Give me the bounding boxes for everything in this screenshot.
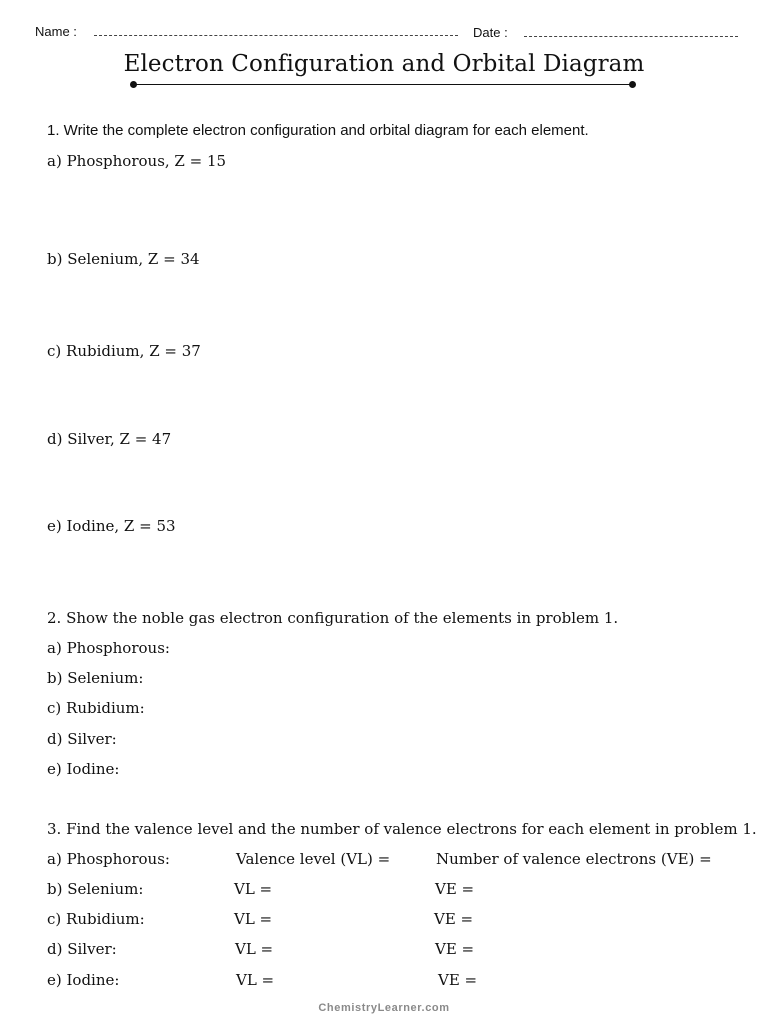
date-line[interactable] (524, 36, 738, 37)
q2-item-c: c) Rubidium: (47, 699, 145, 717)
q1-item-c: c) Rubidium, Z = 37 (47, 342, 201, 360)
q3-row-e-element: e) Iodine: (47, 971, 120, 989)
q3-row-a-element: a) Phosphorous: (47, 850, 170, 868)
q3-row-c-vl: VL = (234, 910, 273, 928)
q2-item-e: e) Iodine: (47, 760, 120, 778)
q3-row-d-vl: VL = (235, 940, 274, 958)
q1-item-a: a) Phosphorous, Z = 15 (47, 152, 227, 170)
q3-row-e-vl: VL = (236, 971, 275, 989)
name-line[interactable] (94, 35, 458, 36)
q2-item-d: d) Silver: (47, 730, 117, 748)
q3-row-c-element: c) Rubidium: (47, 910, 145, 928)
q3-row-b-element: b) Selenium: (47, 880, 144, 898)
date-label: Date : (473, 25, 508, 40)
q2-item-a: a) Phosphorous: (47, 639, 170, 657)
title-rule (134, 84, 633, 85)
q3-row-e-ve: VE = (438, 971, 478, 989)
q3-row-a-vl: Valence level (VL) = (236, 850, 391, 868)
q2-prompt: 2. Show the noble gas electron configuration of the elements in problem 1. (47, 609, 619, 627)
q3-row-b-vl: VL = (234, 880, 273, 898)
q1-prompt: 1. Write the complete electron configuration and orbital diagram for each element. (47, 122, 589, 139)
q3-row-c-ve: VE = (434, 910, 474, 928)
q1-item-d: d) Silver, Z = 47 (47, 430, 172, 448)
name-label: Name : (35, 24, 77, 39)
footer-source: ChemistryLearner.com (318, 1002, 450, 1014)
title-rule-right-dot (629, 81, 636, 88)
q3-row-d-ve: VE = (435, 940, 475, 958)
q3-row-d-element: d) Silver: (47, 940, 117, 958)
q2-item-b: b) Selenium: (47, 669, 144, 687)
page-title: Electron Configuration and Orbital Diagram (123, 51, 645, 77)
q3-prompt: 3. Find the valence level and the number of valence electrons for each element in problem 1. (47, 820, 757, 838)
q1-item-e: e) Iodine, Z = 53 (47, 517, 176, 535)
q3-row-a-ve: Number of valence electrons (VE) = (436, 850, 712, 868)
q1-item-b: b) Selenium, Z = 34 (47, 250, 200, 268)
q3-row-b-ve: VE = (435, 880, 475, 898)
